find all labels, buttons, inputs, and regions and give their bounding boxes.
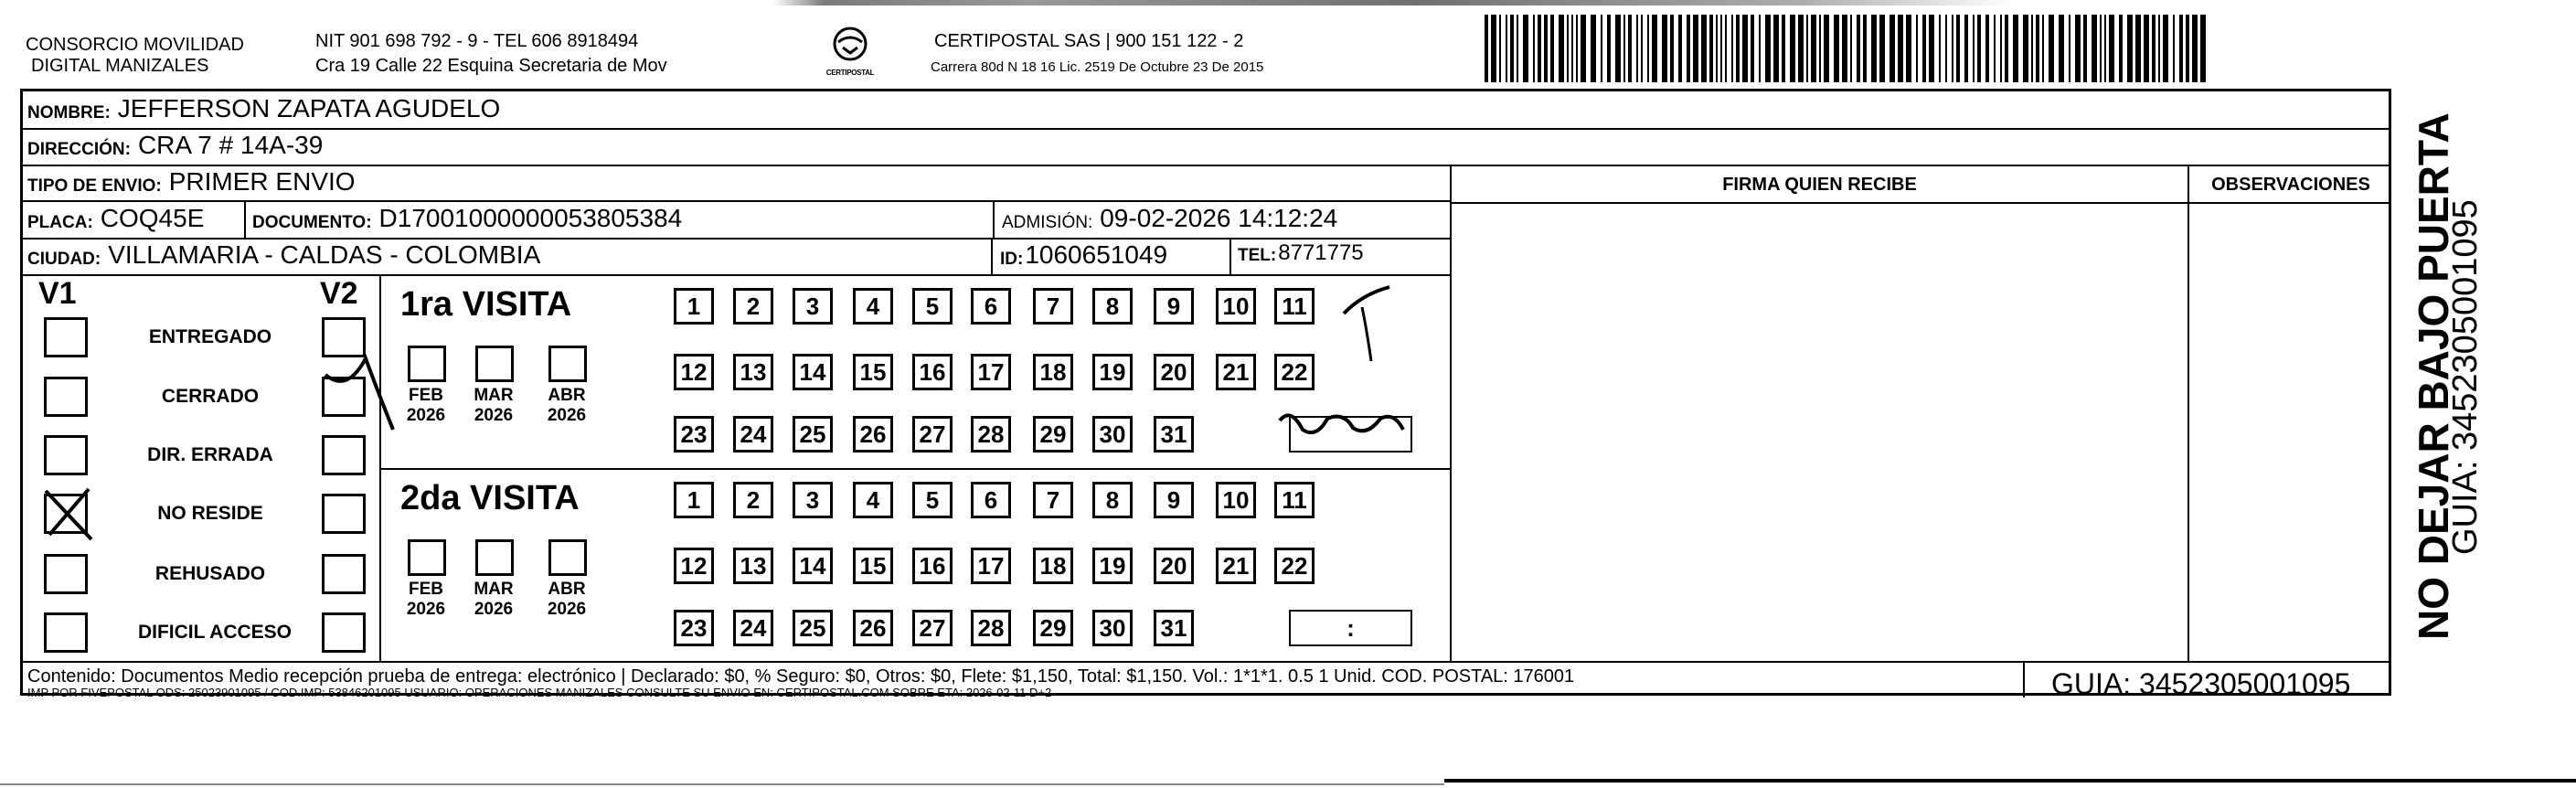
side-warning: NO DEJAR BAJO PUERTA [2410,112,2457,640]
tel-label: TEL: [1238,246,1277,265]
day-box[interactable]: 14 [793,548,833,584]
visit-title: 2da VISITA [400,479,580,517]
scan-bottom-edge-left [0,783,1444,785]
day-box[interactable]: 10 [1216,288,1256,325]
company-line-1: CONSORCIO MOVILIDAD [26,35,244,55]
day-box[interactable]: 26 [853,610,893,646]
id-label: ID: [1000,250,1024,269]
month-year: 2026 [547,406,587,425]
month-year: 2026 [547,600,587,619]
tipo-envio-value: PRIMER ENVIO [168,167,356,196]
day-box[interactable]: 25 [793,610,833,646]
day-box[interactable]: 5 [912,482,953,518]
direccion-value: CRA 7 # 14A-39 [137,131,324,159]
day-box[interactable]: 28 [971,416,1011,453]
day-box[interactable]: 19 [1092,354,1133,390]
company-line-2: DIGITAL MANIZALES [31,56,209,76]
status-label: DIFICIL ACCESO [137,622,292,643]
day-box[interactable]: 16 [912,548,953,584]
month-name: ABR [548,386,586,405]
day-box[interactable]: 12 [674,548,714,584]
month-year: 2026 [474,406,514,425]
firma-header: FIRMA QUIEN RECIBE [1722,175,1917,195]
day-box[interactable]: 20 [1154,354,1194,390]
month-name: MAR [474,580,514,599]
day-box[interactable]: 29 [1033,416,1073,453]
day-box[interactable]: 22 [1274,354,1315,390]
id-value: 1060651049 [1025,240,1168,269]
day-box[interactable]: 23 [674,610,714,646]
documento-label: DOCUMENTO: [252,213,372,232]
carrier-line-1: CERTIPOSTAL SAS | 900 151 122 - 2 [934,31,1244,51]
admision-value: 09-02-2026 14:12:24 [1100,204,1338,232]
month-name: MAR [474,386,514,405]
month-year: 2026 [406,406,446,425]
nombre-label: NOMBRE: [27,103,111,122]
day-box[interactable]: 6 [971,288,1011,325]
day-box[interactable]: 4 [853,288,893,325]
day-box[interactable]: 31 [1154,416,1194,453]
day-box[interactable]: 18 [1033,548,1073,584]
month-year: 2026 [474,600,514,619]
month-year: 2026 [406,600,446,619]
day-box[interactable]: 17 [971,354,1011,390]
day-box[interactable]: 15 [853,548,893,584]
admision-label: ADMISIÓN: [1002,213,1093,232]
day-box[interactable]: 2 [733,288,773,325]
observaciones-header: OBSERVACIONES [2211,175,2370,195]
day-box[interactable]: 7 [1033,482,1073,518]
side-guia: GUIA: 3452305001095 [2446,199,2485,555]
day-box[interactable]: 11 [1274,482,1315,518]
day-box[interactable]: 5 [912,288,953,325]
tel-value: 8771775 [1278,240,1364,265]
day-box[interactable]: 14 [793,354,833,390]
day-box[interactable]: 16 [912,354,953,390]
footer-line-2: IMP POR FIVEPOSTAL ODS: 25023901095 / COD.IMP: 53846201095 USUARIO: OPERACIONES MANIZALES CONSULTE SU ENVIO EN: CERTIPOSTAL.COM SOBRE ETA: 2026-02-11 D+2 [27,686,1052,699]
day-box[interactable]: 20 [1154,548,1194,584]
status-label: REHUSADO [154,563,266,584]
day-box[interactable]: 13 [733,354,773,390]
day-box[interactable]: 21 [1216,548,1256,584]
day-box[interactable]: 27 [912,610,953,646]
day-box[interactable]: 6 [971,482,1011,518]
day-box[interactable]: 15 [853,354,893,390]
day-box[interactable]: 2 [733,482,773,518]
day-box[interactable]: 24 [733,416,773,453]
footer-line-1: Contenido: Documentos Medio recepción prueba de entrega: electrónico | Declarado: $0, % Seguro: $0, Otros: $0, Flete: $1,150, Total: $1,150. Vol.: 1*1*1. 0.5 1 Unid. COD. POSTAL: 176001 [27,666,1575,687]
footer-guia: GUIA: 3452305001095 [2051,667,2351,700]
day-box[interactable]: 30 [1092,610,1133,646]
placa-label: PLACA: [27,213,93,232]
day-box[interactable]: 26 [853,416,893,453]
day-box[interactable]: 9 [1154,288,1194,325]
ciudad-value: VILLAMARIA - CALDAS - COLOMBIA [108,240,541,269]
day-box[interactable]: 9 [1154,482,1194,518]
day-box[interactable]: 29 [1033,610,1073,646]
day-box[interactable]: 28 [971,610,1011,646]
status-label: DIR. ERRADA [147,444,273,465]
day-box[interactable]: 30 [1092,416,1133,453]
v1-label: V1 [38,276,77,311]
logo-text: CERTIPOSTAL [825,69,875,77]
status-label: ENTREGADO [148,326,272,347]
day-box[interactable]: 3 [793,288,833,325]
day-box[interactable]: 19 [1092,548,1133,584]
direccion-label: DIRECCIÓN: [27,140,131,159]
visit-title: 1ra VISITA [400,285,572,324]
day-box[interactable]: 1 [674,288,714,325]
day-box[interactable]: 4 [853,482,893,518]
day-box[interactable]: 22 [1274,548,1315,584]
day-box[interactable]: 7 [1033,288,1073,325]
day-box[interactable]: 17 [971,548,1011,584]
carrier-line-2: Carrera 80d N 18 16 Lic. 2519 De Octubre 23 De 2015 [931,59,1264,75]
day-box[interactable]: 24 [733,610,773,646]
nombre-value: JEFFERSON ZAPATA AGUDELO [117,94,501,122]
day-box[interactable]: 13 [733,548,773,584]
status-label: NO RESIDE [157,503,263,524]
placa-value: COQ45E [100,204,205,232]
day-box[interactable]: 12 [674,354,714,390]
day-box[interactable]: 11 [1274,288,1315,325]
ciudad-label: CIUDAD: [27,250,101,269]
time-field[interactable]: : [1289,610,1412,646]
scan-bottom-edge [1444,779,2576,783]
nit-line: NIT 901 698 792 - 9 - TEL 606 8918494 [315,31,639,51]
day-box[interactable]: 1 [674,482,714,518]
address-line: Cra 19 Calle 22 Esquina Secretaria de Mov [315,56,667,76]
day-box[interactable]: 23 [674,416,714,453]
status-label: CERRADO [161,386,260,407]
day-box[interactable]: 3 [793,482,833,518]
day-box[interactable]: 18 [1033,354,1073,390]
month-name: FEB [409,386,443,405]
day-box[interactable]: 25 [793,416,833,453]
day-box[interactable]: 31 [1154,610,1194,646]
day-box[interactable]: 10 [1216,482,1256,518]
day-box[interactable]: 8 [1092,482,1133,518]
day-box[interactable]: 8 [1092,288,1133,325]
month-name: FEB [409,580,443,599]
day-box[interactable]: 27 [912,416,953,453]
tipo-envio-label: TIPO DE ENVIO: [27,176,162,196]
month-name: ABR [548,580,586,599]
documento-value: D17001000000053805384 [378,204,683,232]
v2-label: V2 [320,276,358,311]
day-box[interactable]: 21 [1216,354,1256,390]
